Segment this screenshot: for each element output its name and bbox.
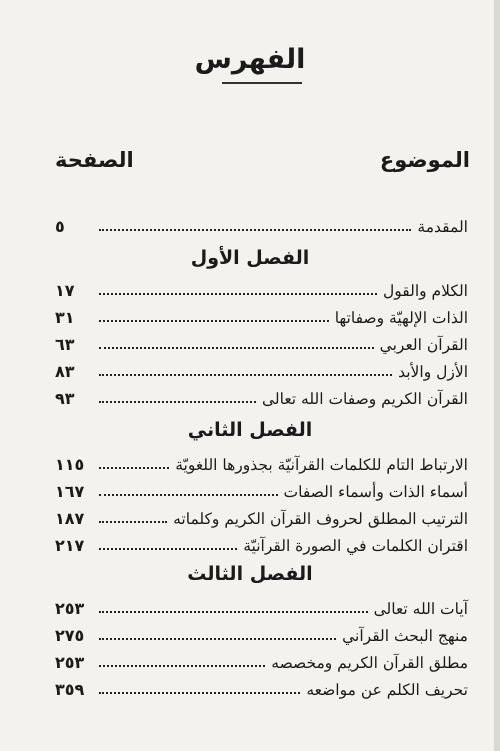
dot-leader <box>99 347 374 349</box>
toc-entry-page: ١١٥ <box>55 455 85 474</box>
toc-entry-page: ١٦٧ <box>55 482 85 501</box>
chapter-heading: الفصل الثالث <box>187 563 313 585</box>
toc-entry[interactable] <box>55 357 468 381</box>
toc-entry-intro[interactable] <box>55 212 468 236</box>
dot-leader <box>99 320 329 322</box>
toc-entry-page: ٢١٧ <box>55 536 85 555</box>
column-header-topic: الموضوع <box>379 148 470 172</box>
toc-entry[interactable] <box>55 330 468 354</box>
toc-entry-page: ٣١ <box>55 308 75 327</box>
page-spine-shadow <box>494 0 500 751</box>
title-underline <box>222 82 302 84</box>
toc-entry[interactable] <box>55 504 468 528</box>
dot-leader <box>99 374 392 376</box>
toc-entry[interactable] <box>55 276 468 300</box>
toc-entry-label: القرآن الكريم وصفات الله تعالى <box>261 390 468 408</box>
dot-leader <box>99 293 377 295</box>
toc-entry[interactable] <box>55 675 468 699</box>
toc-entry-page: ١٨٧ <box>55 509 85 528</box>
toc-entry-page: ٥ <box>55 217 65 236</box>
toc-entry-label: أسماء الذات وأسماء الصفات <box>283 483 468 501</box>
toc-entry-label: المقدمة <box>417 218 468 236</box>
dot-leader <box>99 467 169 469</box>
toc-entry-page: ٢٥٣ <box>55 653 85 672</box>
page-title: الفهرس <box>194 44 306 75</box>
toc-entry-label: منهج البحث القرآني <box>342 627 468 645</box>
toc-entry[interactable] <box>55 621 468 645</box>
toc-entry[interactable] <box>55 303 468 327</box>
toc-entry[interactable] <box>55 594 468 618</box>
dot-leader <box>99 401 256 403</box>
toc-entry-page: ٢٥٣ <box>55 599 85 618</box>
dot-leader <box>99 665 265 667</box>
toc-entry-label: اقتران الكلمات في الصورة القرآنيّة <box>243 537 468 555</box>
toc-entry-label: مطلق القرآن الكريم ومخصصه <box>271 654 468 672</box>
toc-entry[interactable] <box>55 384 468 408</box>
chapter-heading: الفصل الأول <box>190 247 310 269</box>
toc-entry-label: آيات الله تعالى <box>373 600 468 618</box>
dot-leader <box>99 229 411 231</box>
toc-entry-page: ٦٣ <box>55 335 75 354</box>
toc-entry-label: الكلام والقول <box>383 282 468 300</box>
toc-entry-label: الارتباط التام للكلمات القرآنيّة بجذورها اللغويّة <box>175 456 468 474</box>
toc-entry[interactable] <box>55 450 468 474</box>
dot-leader <box>99 638 336 640</box>
dot-leader <box>99 692 300 694</box>
toc-entry-page: ٢٧٥ <box>55 626 85 645</box>
dot-leader <box>99 494 278 496</box>
dot-leader <box>99 521 167 523</box>
toc-entry[interactable] <box>55 477 468 501</box>
toc-entry[interactable] <box>55 531 468 555</box>
dot-leader <box>99 611 368 613</box>
toc-entry-label: القرآن العربي <box>379 336 468 354</box>
toc-entry-label: تحريف الكلم عن مواضعه <box>306 681 468 699</box>
toc-entry-label: الترتيب المطلق لحروف القرآن الكريم وكلماته <box>173 510 468 528</box>
toc-entry-page: ٣٥٩ <box>55 680 85 699</box>
toc-entry[interactable] <box>55 648 468 672</box>
toc-entry-label: الأزل والأبد <box>398 363 468 381</box>
toc-entry-page: ١٧ <box>55 281 75 300</box>
column-header-page: الصفحة <box>55 148 134 172</box>
dot-leader <box>99 548 237 550</box>
toc-entry-page: ٩٣ <box>55 389 75 408</box>
toc-entry-label: الذات الإلهيّة وصفاتها <box>334 309 468 327</box>
chapter-heading: الفصل الثاني <box>187 419 313 441</box>
toc-entry-page: ٨٣ <box>55 362 75 381</box>
